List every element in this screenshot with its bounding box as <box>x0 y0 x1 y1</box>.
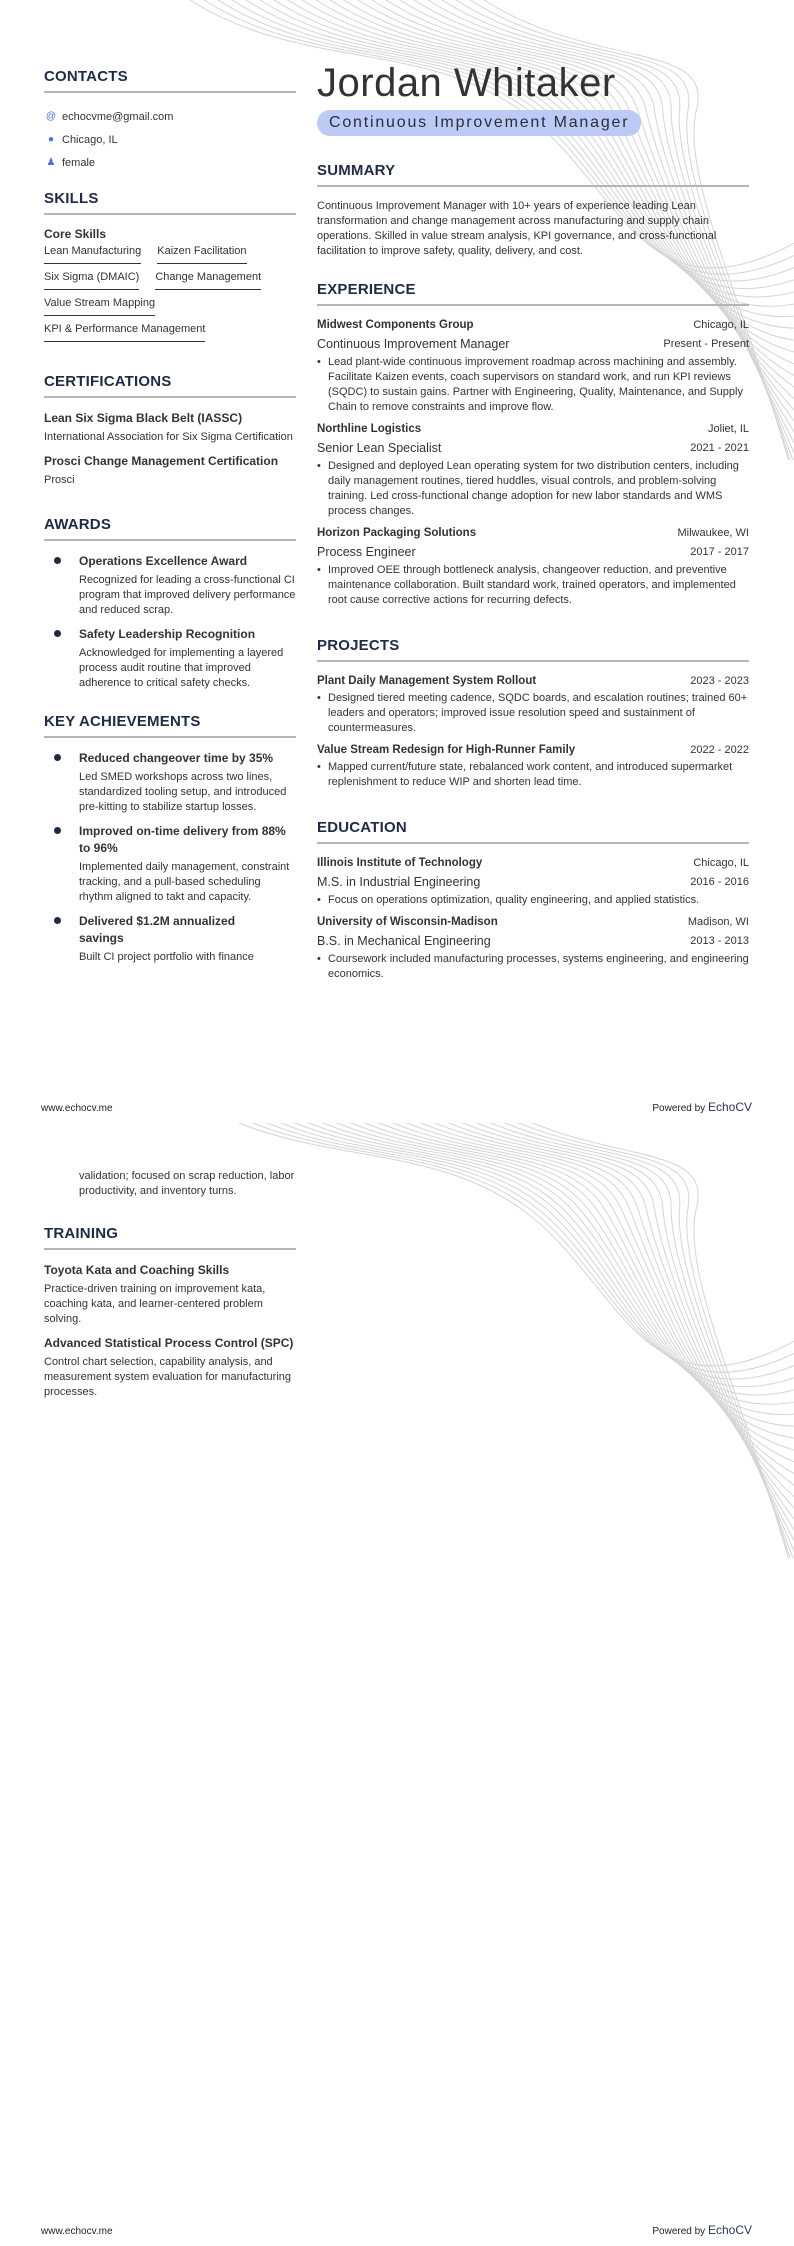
edu-bullet: • Focus on operations optimization, quality engineering, and applied statistics. <box>317 893 749 908</box>
company-name: Midwest Components Group <box>317 319 474 331</box>
person-icon: ♟ <box>46 157 56 168</box>
job-role: Process Engineer <box>317 545 416 559</box>
awards-heading: AWARDS <box>44 516 296 541</box>
at-icon: @ <box>45 111 57 122</box>
training-name: Advanced Statistical Process Control (SPC) <box>44 1336 294 1350</box>
training-desc: Control chart selection, capability analysis, and measurement system evaluation for manufacturing processes. <box>44 1356 292 1398</box>
gender-text: female <box>62 156 96 169</box>
email-text: echocvme@gmail.com <box>62 110 174 123</box>
skill-tag: Kaizen Facilitation <box>157 245 246 264</box>
award-title: Safety Leadership Recognition <box>79 627 256 641</box>
achievements-heading: KEY ACHIEVEMENTS <box>44 713 296 738</box>
wave-line <box>260 1123 794 1404</box>
cert-name: Prosci Change Management Certification <box>44 454 279 468</box>
bullet-dot <box>54 917 61 924</box>
skill-tag: Lean Manufacturing <box>44 245 141 264</box>
wave-line <box>274 1123 794 1415</box>
summary-text: Continuous Improvement Manager with 10+ years of experience leading Lean transformation and change management across manufacturing and supply chain operations. Skilled in value stream analysis, KPI governance, and cross-functional facilitation to improve safety, quality, delivery, and cost. <box>317 200 717 257</box>
achievement-item <box>44 823 296 905</box>
degree: M.S. in Industrial Engineering <box>317 875 481 889</box>
school-name: Illinois Institute of Technology <box>317 857 483 869</box>
education-heading: EDUCATION <box>317 819 749 844</box>
training-desc: Practice-driven training on improvement kata, coaching kata, and learner-centered problem solving. <box>44 1283 266 1325</box>
wave-line <box>316 1123 794 1451</box>
wave-line <box>246 1123 794 1395</box>
right-column <box>317 62 749 989</box>
award-item <box>44 626 296 691</box>
achievement-desc: Built CI project portfolio with finance <box>79 951 254 963</box>
education-entry <box>317 856 749 908</box>
wave-line <box>330 1123 794 1464</box>
project-name: Value Stream Redesign for High-Runner Family <box>317 744 576 756</box>
project-bullet: • Designed tiered meeting cadence, SQDC boards, and escalation routines; trained 60+ leaders and operators; improved issue resolution speed and sustainment of countermeasures. <box>317 691 749 736</box>
company-name: Northline Logistics <box>317 423 422 435</box>
school-location: Chicago, IL <box>693 857 749 869</box>
footer-site-link[interactable]: www.echocv.me <box>41 2226 113 2237</box>
summary-heading: SUMMARY <box>317 162 749 187</box>
location-pin-icon: ● <box>47 134 55 145</box>
page-footer <box>41 2223 752 2237</box>
training-heading: TRAINING <box>44 1225 296 1250</box>
cert-name: Lean Six Sigma Black Belt (IASSC) <box>44 411 243 425</box>
education-entry <box>317 915 749 982</box>
contacts-heading: CONTACTS <box>44 68 296 93</box>
page-footer <box>41 1100 752 1114</box>
skill-tag: Six Sigma (DMAIC) <box>44 271 139 290</box>
wave-line <box>456 1123 794 1558</box>
wave-line <box>442 1123 794 1558</box>
job-bullet: • Improved OEE through bottleneck analysis, changeover reduction, and preventive maintenance collaboration. Built standard work, trained operators, and implemented root cause corrective actions for recurring defects. <box>317 563 749 608</box>
degree: B.S. in Mechanical Engineering <box>317 934 491 948</box>
edu-bullet: • Coursework included manufacturing processes, systems engineering, and engineering economics. <box>317 952 749 982</box>
job-role: Senior Lean Specialist <box>317 441 442 455</box>
wave-line <box>484 1123 794 1558</box>
powered-by-label: Powered by <box>652 1103 706 1114</box>
school-name: University of Wisconsin-Madison <box>317 916 498 928</box>
project-entry <box>317 743 749 790</box>
wave-line <box>302 1123 794 1439</box>
experience-entry <box>317 318 749 415</box>
achievement-item <box>44 750 296 815</box>
wave-line <box>218 1123 794 1379</box>
wave-line <box>372 1123 794 1502</box>
certifications-heading: CERTIFICATIONS <box>44 373 296 398</box>
bullet-dot <box>54 754 61 761</box>
achievement-item <box>44 913 296 965</box>
cert-org: International Association for Six Sigma Certification <box>44 431 293 443</box>
skills-heading: SKILLS <box>44 190 296 215</box>
wave-line <box>288 1123 794 1426</box>
edu-dates: 2013 - 2013 <box>690 935 749 947</box>
achievement-title: Reduced changeover time by 35% <box>79 751 274 765</box>
powered-by <box>652 2223 752 2237</box>
achievement-title: Improved on-time delivery from 88% to 96% <box>79 824 286 855</box>
skills-group-title: Core Skills <box>44 227 107 241</box>
experience-entry <box>317 422 749 519</box>
job-location: Milwaukee, WI <box>677 527 749 539</box>
award-desc: Acknowledged for implementing a layered process audit routine that improved adherence to critical safety checks. <box>79 647 284 689</box>
left-column <box>44 1166 296 1408</box>
job-role: Continuous Improvement Manager <box>317 337 510 351</box>
skill-tag: Change Management <box>155 271 261 290</box>
job-title-badge: Continuous Improvement Manager <box>317 110 641 136</box>
achievement-desc: Led SMED workshops across two lines, standardized tooling setup, and introduced pre-kitting to stabilize startup losses. <box>79 771 287 813</box>
edu-dates: 2016 - 2016 <box>690 876 749 888</box>
wave-line <box>358 1123 794 1489</box>
bullet-dot <box>54 557 61 564</box>
contact-gender <box>44 151 296 174</box>
bullet-dot <box>54 630 61 637</box>
left-column <box>44 68 296 973</box>
training-name: Toyota Kata and Coaching Skills <box>44 1263 230 1277</box>
award-item <box>44 553 296 618</box>
powered-by <box>652 1100 752 1114</box>
contact-email[interactable] <box>44 105 296 128</box>
job-dates: Present - Present <box>663 338 749 350</box>
wave-line <box>386 1123 794 1514</box>
job-bullet: • Lead plant-wide continuous improvement roadmap across machining and assembly. Facilitate Kaizen events, coach supervisors on standard work, and run KPI reviews (SQDC) to sustain gains. Partner with Engineering, Quality, Maintenance, and Supply Chain to remove constraints and improve flow. <box>317 355 749 415</box>
company-name: Horizon Packaging Solutions <box>317 527 477 539</box>
job-dates: 2021 - 2021 <box>690 442 749 454</box>
job-location: Joliet, IL <box>708 423 749 435</box>
resume-page-2 <box>0 1123 794 2246</box>
bullet-dot <box>54 827 61 834</box>
experience-heading: EXPERIENCE <box>317 281 749 306</box>
location-text: Chicago, IL <box>62 133 118 146</box>
skill-tag: KPI & Performance Management <box>44 323 205 342</box>
project-bullet: • Mapped current/future state, rebalanced work content, and introduced supermarket replenishment to reduce WIP and shorten lead time. <box>317 760 749 790</box>
contact-location <box>44 128 296 151</box>
brand-logo: EchoCV <box>707 2223 752 2237</box>
skill-tag: Value Stream Mapping <box>44 297 155 316</box>
wave-line <box>470 1123 794 1558</box>
job-bullet: • Designed and deployed Lean operating system for two distribution centers, including daily management routines, tiered huddles, visual controls, and problem-solving training. Led cross-functional change adoption for new labor standards and WMS process changes. <box>317 459 749 519</box>
wave-line <box>428 1123 794 1552</box>
achievement-desc-continued: validation; focused on scrap reduction, labor productivity, and inventory turns. <box>79 1170 295 1197</box>
project-dates: 2022 - 2022 <box>690 744 749 756</box>
footer-site-link[interactable]: www.echocv.me <box>41 1103 113 1114</box>
award-desc: Recognized for leading a cross-functional CI program that improved delivery performance and reduced scrap. <box>79 574 296 616</box>
brand-logo: EchoCV <box>707 1100 752 1114</box>
wave-line <box>400 1123 794 1527</box>
candidate-name: Jordan Whitaker <box>317 61 616 105</box>
experience-entry <box>317 526 749 608</box>
job-location: Chicago, IL <box>693 319 749 331</box>
wave-line <box>232 1123 794 1387</box>
projects-heading: PROJECTS <box>317 637 749 662</box>
job-dates: 2017 - 2017 <box>690 546 749 558</box>
project-name: Plant Daily Management System Rollout <box>317 675 537 687</box>
achievement-desc: Implemented daily management, constraint tracking, and a pull-based scheduling rhythm aligned to takt and capacity. <box>79 861 290 903</box>
wave-line <box>344 1123 794 1477</box>
award-title: Operations Excellence Award <box>79 554 248 568</box>
achievement-title: Delivered $1.2M annualized savings <box>79 914 236 945</box>
cert-org: Prosci <box>44 474 75 486</box>
project-entry <box>317 674 749 736</box>
school-location: Madison, WI <box>687 916 749 928</box>
wave-line <box>414 1123 794 1540</box>
powered-by-label: Powered by <box>652 2226 706 2237</box>
skills-list <box>44 245 296 349</box>
project-dates: 2023 - 2023 <box>690 675 749 687</box>
